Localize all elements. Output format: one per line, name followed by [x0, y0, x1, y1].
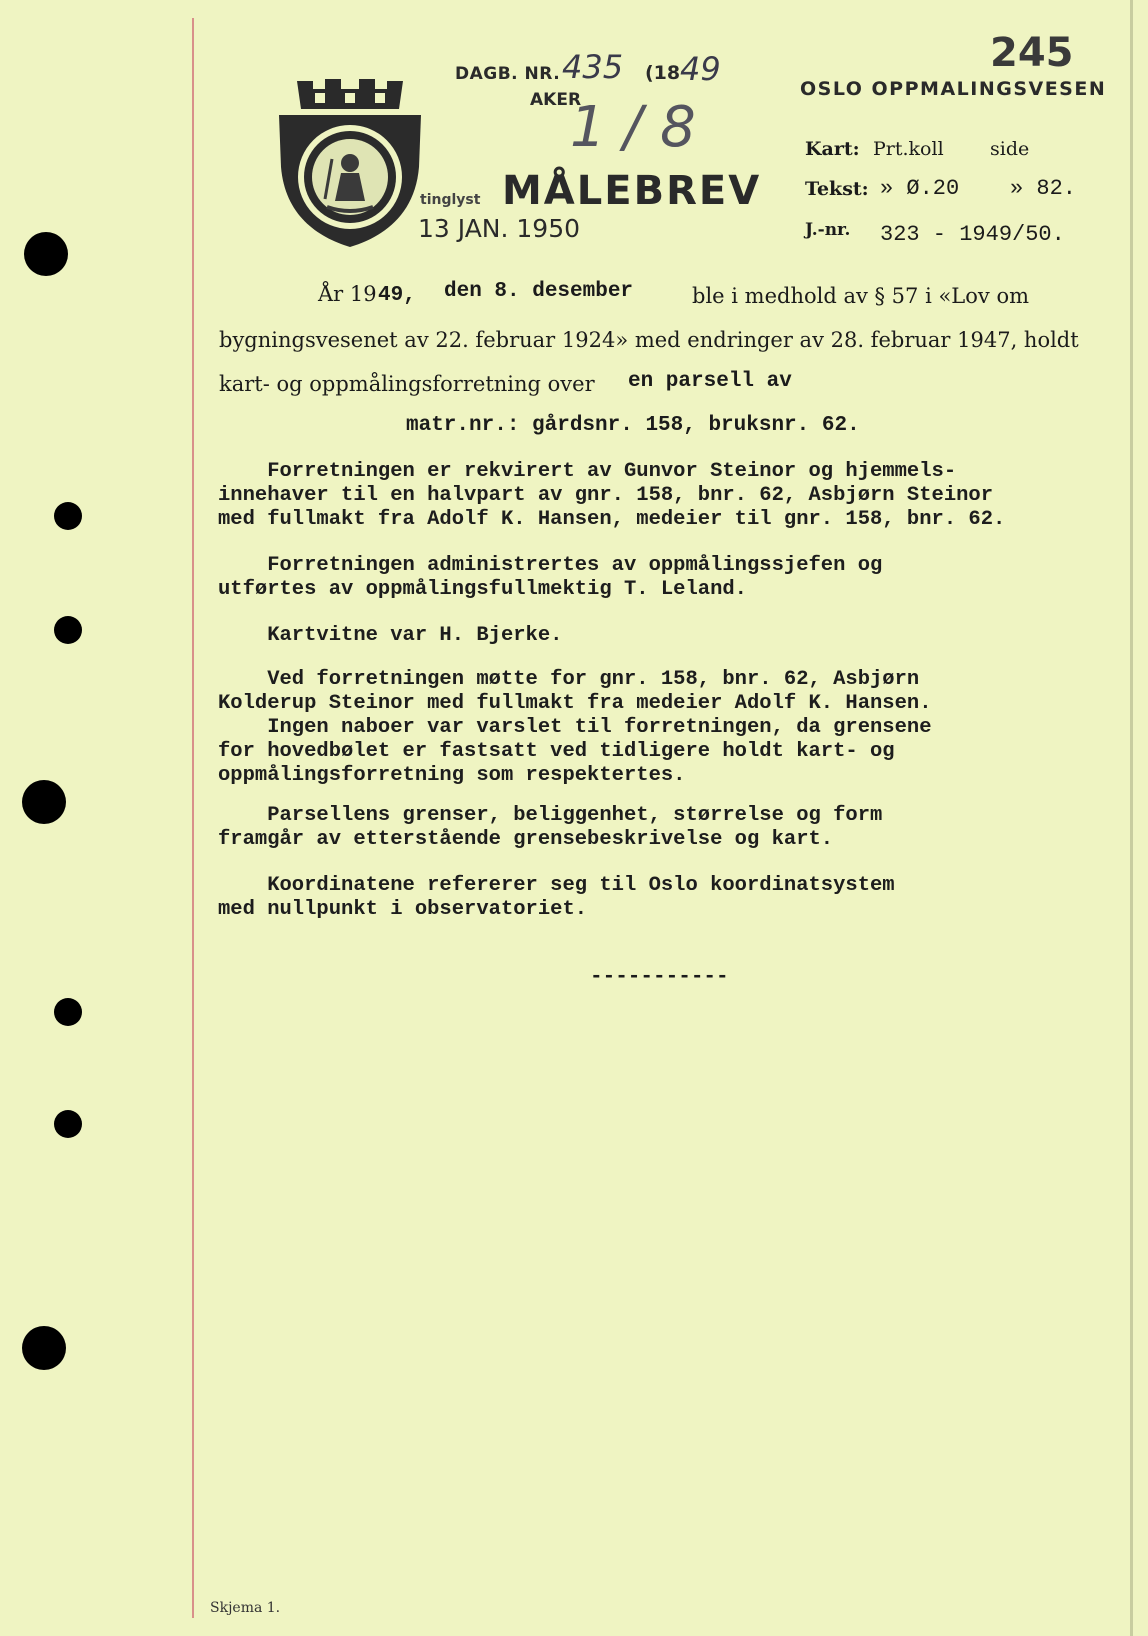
page-number: 245 [990, 30, 1074, 76]
jnr-value: 323 - 1949/50. [880, 222, 1065, 247]
aker-label: AKER [530, 90, 582, 110]
binder-hole [54, 502, 82, 530]
registration-stamp-date: 13 JAN. 1950 [418, 214, 581, 243]
separator-line: ----------- [590, 966, 729, 989]
intro-line2: bygningsvesenet av 22. februar 1924» med endringer av 28. februar 1947, holdt [219, 328, 1079, 352]
page-edge [1130, 0, 1133, 1636]
dagb-tail: (18 [645, 62, 681, 84]
intro-year: 49, [378, 284, 416, 307]
kart-label: Kart: [805, 138, 860, 160]
paragraph-administration: Forretningen administrertes av oppmålingssjefen og utførtes av oppmålingsfullmektig T. Leland. [218, 554, 883, 601]
intro-line1-b: ble i medhold av § 57 i «Lov om [692, 284, 1029, 308]
paragraph-boundaries: Parsellens grenser, beliggenhet, størrelse og form framgår av etterstående grensebeskrivelse og kart. [218, 804, 883, 851]
binder-hole [24, 232, 68, 276]
intro-date: den 8. desember [444, 280, 634, 303]
binder-hole [22, 780, 66, 824]
paragraph-coordinates: Koordinatene refererer seg til Oslo koordinatsystem med nullpunkt i observatoriet. [218, 874, 895, 921]
paragraph-attendance: Ved forretningen møtte for gnr. 158, bnr. 62, Asbjørn Kolderup Steinor med fullmakt fra medeier Adolf K. Hansen. Ingen naboer var varslet til forretningen, da grensene for hovedbølet er fastsatt ved tidligere holdt kart- og oppmålingsforretning som respektertes. [218, 668, 932, 787]
binder-hole [54, 616, 82, 644]
matr-line: matr.nr.: gårdsnr. 158, bruksnr. 62. [406, 414, 860, 437]
binder-hole [54, 1110, 82, 1138]
margin-line [192, 18, 194, 1618]
jnr-label: J.-nr. [805, 220, 851, 240]
dagb-label: DAGB. NR. [455, 64, 561, 84]
dagb-number: 435 [562, 48, 624, 86]
tekst-value: » Ø.20 [880, 176, 960, 201]
dagb-year: 49 [680, 50, 721, 88]
binder-hole [54, 998, 82, 1026]
side-label: side [990, 138, 1030, 160]
tekst-side-value: » 82. [1010, 176, 1077, 201]
paragraph-witness: Kartvitne var H. Bjerke. [218, 624, 563, 647]
paragraph-requisition: Forretningen er rekvirert av Gunvor Steinor og hjemmels- innehaver til en halvpart av gnr. 158, bnr. 62, Asbjørn Steinor med fullmakt fra Adolf K. Hansen, medeier til gnr. 158, bnr. 62. [218, 460, 1006, 531]
intro-line1-a: År 19 [318, 282, 377, 306]
intro-line3-a: kart- og oppmålingsforretning over [219, 372, 595, 396]
document-title: MÅLEBREV [502, 168, 762, 214]
handwritten-mark: 1 / 8 [570, 95, 696, 160]
tekst-label: Tekst: [805, 178, 869, 200]
binder-hole [22, 1326, 66, 1370]
coat-of-arms-icon [275, 75, 425, 250]
stamp-prefix: tinglyst [420, 192, 481, 208]
kart-value: Prt.koll [873, 138, 944, 160]
intro-line3-b: en parsell av [628, 370, 792, 393]
office-name: OSLO OPPMALINGSVESEN [800, 78, 1107, 100]
form-label: Skjema 1. [210, 1600, 281, 1616]
